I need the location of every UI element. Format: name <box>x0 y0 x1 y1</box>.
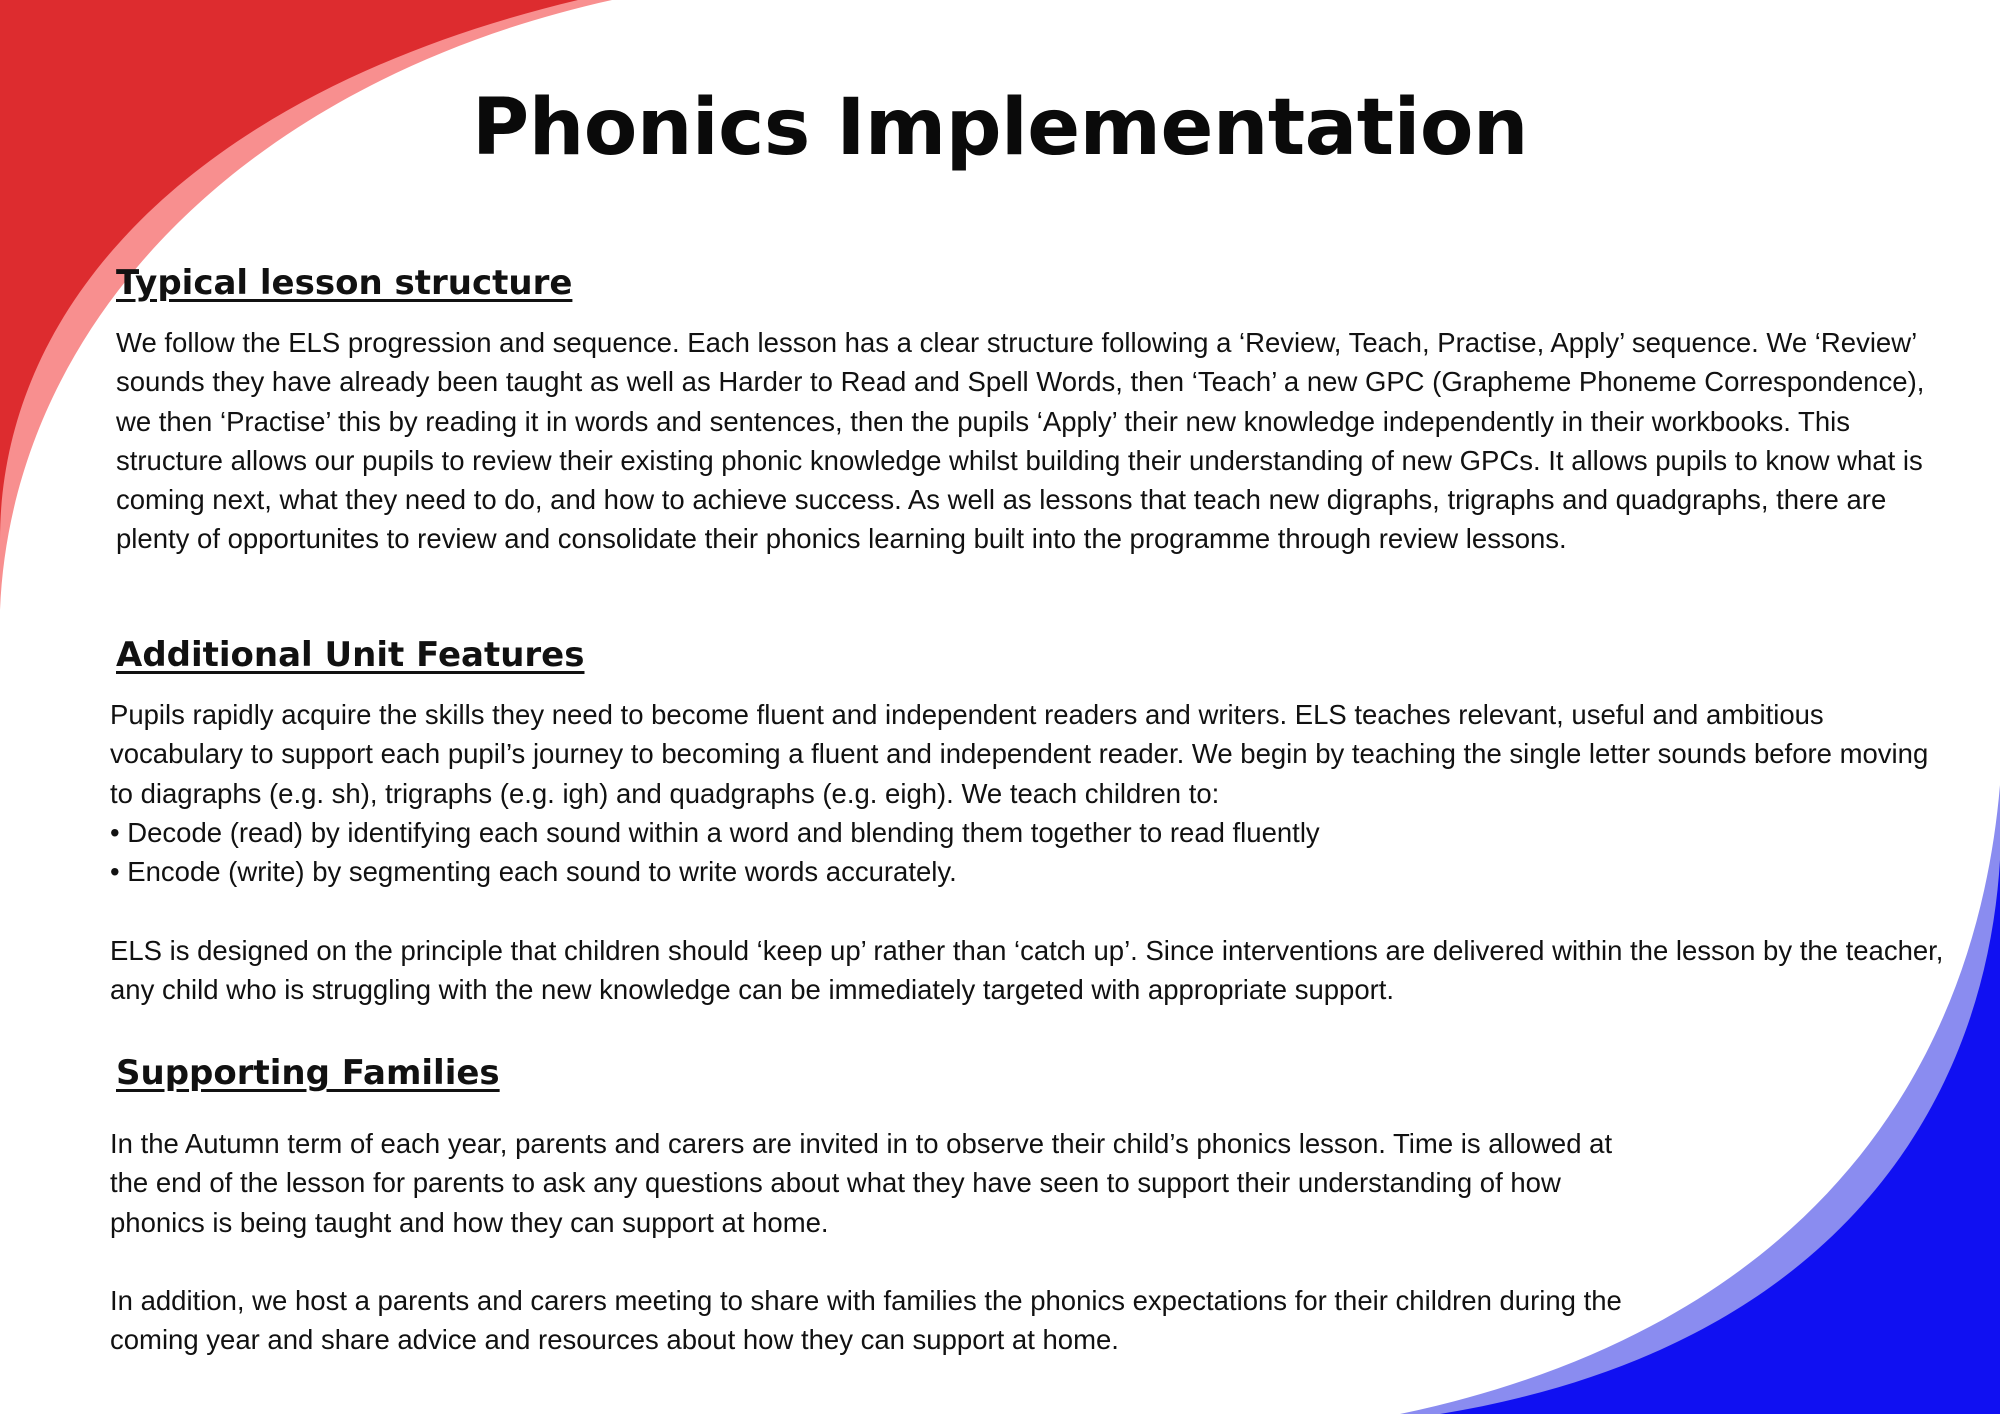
section-heading-typical-lesson-structure: Typical lesson structure <box>116 263 573 303</box>
section-body-supporting-families <box>110 1124 1650 1360</box>
paragraph-spacer <box>110 891 1950 930</box>
section-body-additional-unit-features <box>110 695 1950 1009</box>
paragraph: We follow the ELS progression and sequence. Each lesson has a clear structure following a ‘Review, Teach, Practise, Apply’ sequence. We ‘Review’ sounds they have already been taught as well as Harder to Read and Spell Words, then ‘Teach’ a new GPC (Grapheme Phoneme Correspondence), we then ‘Practise’ this by reading it in words and sentences, then the pupils ‘Apply’ their new knowledge independently in their workbooks. This structure allows our pupils to review their existing phonic knowledge whilst building their understanding of new GPCs. It allows pupils to know what is coming next, what they need to do, and how to achieve success. As well as lessons that teach new digraphs, trigraphs and quadgraphs, there are plenty of opportunites to review and consolidate their phonics learning built into the programme through review lessons. <box>116 327 1925 555</box>
list-item: • Encode (write) by segmenting each sound to write words accurately. <box>110 856 957 888</box>
paragraph: Pupils rapidly acquire the skills they need to become fluent and independent readers and writers. ELS teaches relevant, useful and ambitious vocabulary to support each pupil’s journey to becoming a fluent and independent reader. We begin by teaching the single letter sounds before moving to diagraphs (e.g. sh), trigraphs (e.g. igh) and quadgraphs (e.g. eigh). We teach children to: <box>110 699 1929 809</box>
paragraph: In the Autumn term of each year, parents and carers are invited in to observe their child’s phonics lesson. Time is allowed at the end of the lesson for parents to ask any questions about what they have seen to support their understanding of how phonics is being taught and how they can support at home. <box>110 1128 1613 1238</box>
page-title: Phonics Implementation <box>472 83 1528 173</box>
paragraph: In addition, we host a parents and carers meeting to share with families the phonics expectations for their children during the coming year and share advice and resources about how they can support at home. <box>110 1285 1622 1356</box>
paragraph-spacer <box>110 1242 1650 1281</box>
section-heading-additional-unit-features: Additional Unit Features <box>116 635 585 675</box>
bullet-list <box>110 813 1950 892</box>
paragraph: ELS is designed on the principle that children should ‘keep up’ rather than ‘catch up’. Since interventions are delivered within the lesson by the teacher, any child who is struggling with the new knowledge can be immediately targeted with appropriate support. <box>110 934 1944 1006</box>
list-item: • Decode (read) by identifying each sound within a word and blending them together to read fluently <box>110 816 1320 848</box>
section-body-typical-lesson-structure <box>116 323 1946 559</box>
section-heading-supporting-families: Supporting Families <box>116 1053 500 1093</box>
